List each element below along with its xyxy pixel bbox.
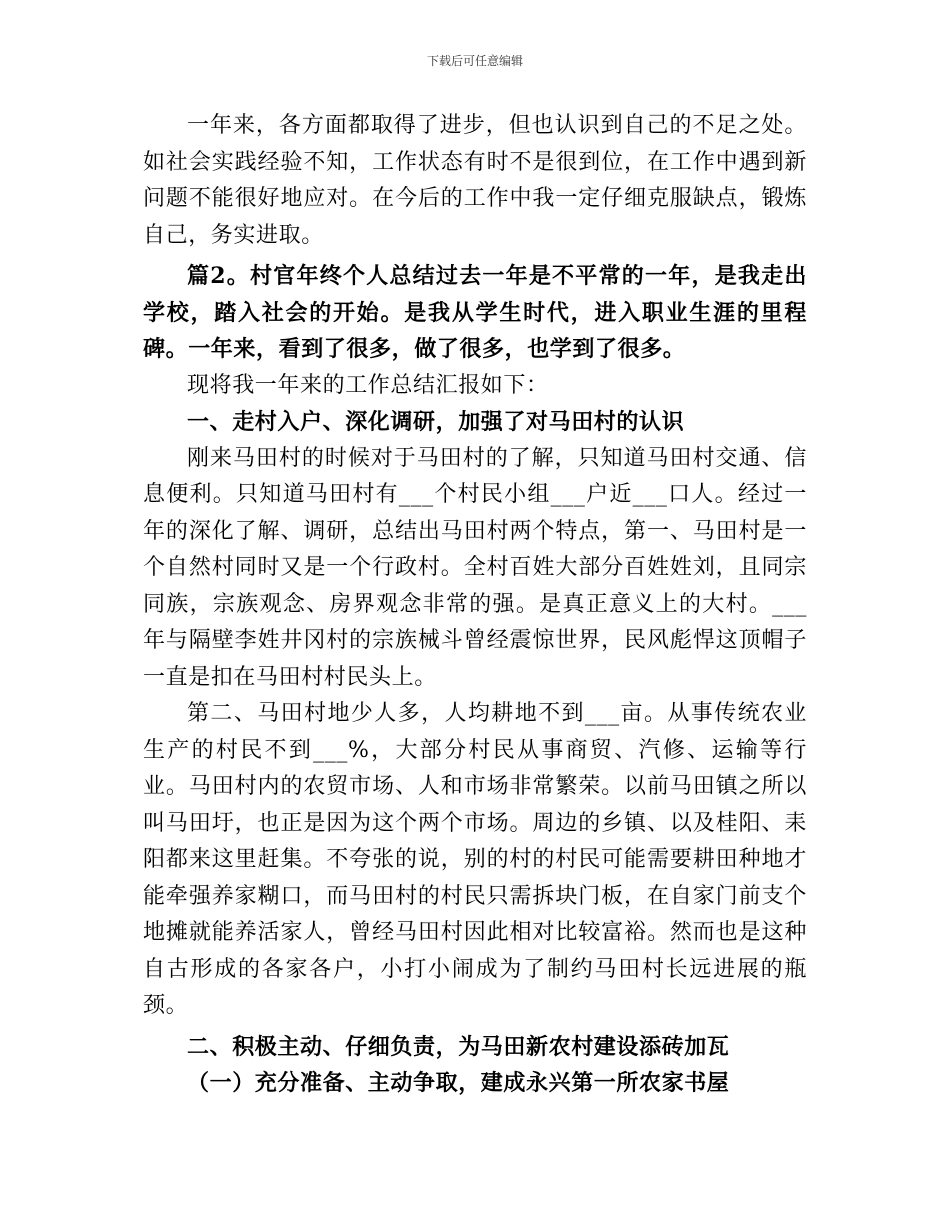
- paragraph-article-2-title: 篇2。村官年终个人总结过去一年是不平常的一年，是我走出学校，踏入社会的开始。是我从学生时代，进入职业生涯的里程碑。一年来，看到了很多，做了很多，也学到了很多。: [143, 263, 807, 362]
- paragraph-summary-intro: 一年来，各方面都取得了进步，但也认识到自己的不足之处。如社会实践经验不知，工作状态有时不是很到位，在工作中遇到新问题不能很好地应对。在今后的工作中我一定仔细克服缺点，锻炼自己，务实进取。: [143, 113, 807, 248]
- section-heading-2: 二、积极主动、仔细负责，为马田新农村建设添砖加瓦: [187, 1033, 730, 1060]
- subsection-heading-1: （一）充分准备、主动争取，建成永兴第一所农家书屋: [187, 1070, 730, 1096]
- section-heading-1: 一、走村入户、深化调研，加强了对马田村的认识: [187, 409, 685, 435]
- paragraph-report-intro: 现将我一年来的工作总结汇报如下：: [187, 372, 549, 398]
- paragraph-village-features-1: 刚来马田村的时候对于马田村的了解，只知道马田村交通、信息便利。只知道马田村有___个村民小组___户近___口人。经过一年的深化了解、调研，总结出马田村两个特点，第一、马田村是一个自然村同时又是一个行政村。全村百姓大部分百姓姓刘，且同宗同族，宗族观念、房界观念非常的强。是真正意义上的大村。___年与隔壁李姓井冈村的宗族械斗曾经震惊世界，民风彪悍这顶帽子一直是扣在马田村村民头上。: [143, 445, 807, 690]
- paragraph-village-features-2: 第二、马田村地少人多，人均耕地不到___亩。从事传统农业生产的村民不到___%，大部分村民从事商贸、汽修、运输等行业。马田村内的农贸市场、人和市场非常繁荣。以前马田镇之所以叫马田圩，也正是因为这个两个市场。周边的乡镇、以及桂阳、耒阳都来这里赶集。不夸张的说，别的村的村民可能需要耕田种地才能牵强养家糊口，而马田村的村民只需拆块门板，在自家门前支个地摊就能养活家人，曾经马田村因此相对比较富裕。然而也是这种自古形成的各家各户，小打小闹成为了制约马田村长远进展的瓶颈。: [143, 701, 807, 1018]
- document-body: [143, 108, 807, 1102]
- page-header: 下载后可任意编辑: [426, 54, 523, 68]
